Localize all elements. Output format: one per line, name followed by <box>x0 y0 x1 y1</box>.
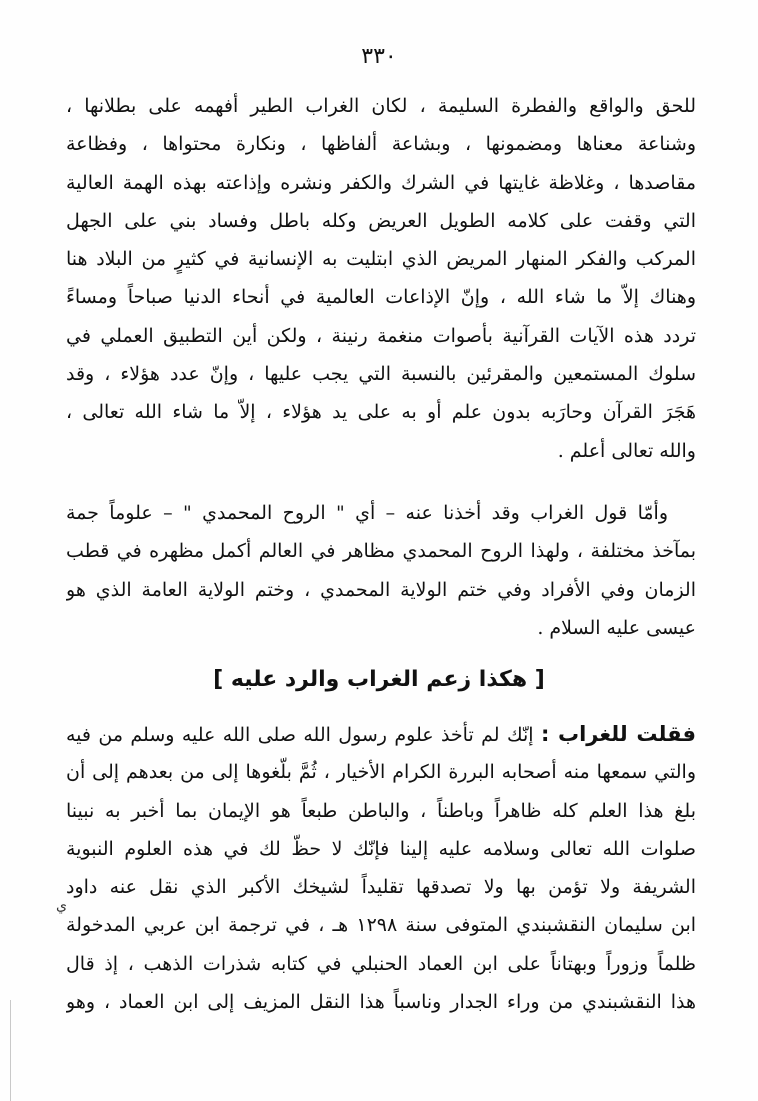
text-line: المركب والفكر المنهار المريض الذي ابتليت به الإنسانية في كثيرٍ من البلاد هنا <box>66 248 696 271</box>
text-line: والله تعالى أعلم . <box>557 439 696 462</box>
text-run: إنّك لم تأخذ علوم رسول الله صلى الله عليه وسلم من فيه <box>66 724 534 746</box>
text-line-with-lead <box>66 715 696 753</box>
paragraph-2 <box>66 494 696 647</box>
text-line: ظلماً وزوراً وبهتاناً على ابن العماد الحنبلي في كتابه شذرات الذهب ، إذ قال <box>66 952 696 975</box>
text-line: ابن سليمان النقشبندي المتوفى سنة ١٢٩٨ هـ ، في ترجمة ابن عربي المدخولة <box>66 914 696 937</box>
lead-phrase: فقلت للغراب : <box>540 722 696 746</box>
text-line: الشريفة ولا تؤمن بها ولا تصدقها تقليداً لشيخك الأكبر الذي نقل عنه داود <box>66 876 696 899</box>
text-line: مقاصدها ، وغلاظة غايتها في الشرك والكفر ونشره وإذاعته بهذه الهمة العالية <box>66 171 696 194</box>
text-line: بمآخذ مختلفة ، ولهذا الروح المحمدي مظاهر في العالم أكمل مظهره في قطب <box>66 540 696 563</box>
text-line: سلوك المستمعين والمقرئين بالنسبة التي يجب عليها ، وإنّ عدد هؤلاء ، وقد <box>66 363 696 386</box>
page-number: ٣٣٠ <box>361 44 397 69</box>
text-line: هذا النقشبندي من وراء الجدار وناسباً هذا النقل المزيف إلى ابن العماد ، وهو <box>66 991 696 1014</box>
text-line: عيسى عليه السلام . <box>537 616 696 639</box>
text-line: التي وقفت على كلامه الطويل العريض وكله باطل وفساد بني على الجهل <box>66 209 696 232</box>
page-edge-shadow <box>10 1000 11 1101</box>
text-line: بلغ هذا العلم كله ظاهراً وباطناً ، والباطن طبعاً هو الإيمان بما أخبر به نبينا <box>66 799 696 822</box>
margin-mark: ي <box>56 898 67 914</box>
text-line: وأمّا قول الغراب وقد أخذنا عنه – أي " الروح المحمدي " – علوماً جمة <box>66 502 668 524</box>
text-line: وهناك إلاّ ما شاء الله ، وإنّ الإذاعات العالمية في أنحاء الدنيا صباحاً ومساءً <box>66 286 696 309</box>
paragraph-1 <box>66 87 696 470</box>
text-line: تردد هذه الآيات القرآنية بأصوات منغمة رنينة ، ولكن أين التطبيق العملي في <box>66 324 696 347</box>
section-heading: [ هكذا زعم الغراب والرد عليه ] <box>213 667 545 692</box>
text-line: وشناعة معناها ومضمونها ، وبشاعة ألفاظها ، ونكارة محتواها ، وفظاعة <box>66 133 696 156</box>
text-line: صلوات الله تعالى وسلامه عليه إلينا فإنّك لا حظّ لك في هذه العلوم النبوية <box>66 837 696 860</box>
text-line: والتي سمعها منه أصحابه البررة الكرام الأخيار ، ثُمَّ بلّغوها إلى من بعدهم إلى أن <box>66 761 696 784</box>
text-line: الزمان وفي الأفراد وفي ختم الولاية المحمدي ، وختم الولاية العامة الذي هو <box>66 578 696 601</box>
text-line: هَجَرَ القرآن وحارَبه بدون علم أو به على يد هؤلاء ، إلاّ ما شاء الله تعالى ، <box>66 401 696 424</box>
text-line: للحق والواقع والفطرة السليمة ، لكان الغراب الطير أفهمه على بطلانها ، <box>66 95 696 117</box>
paragraph-3 <box>66 715 696 1021</box>
